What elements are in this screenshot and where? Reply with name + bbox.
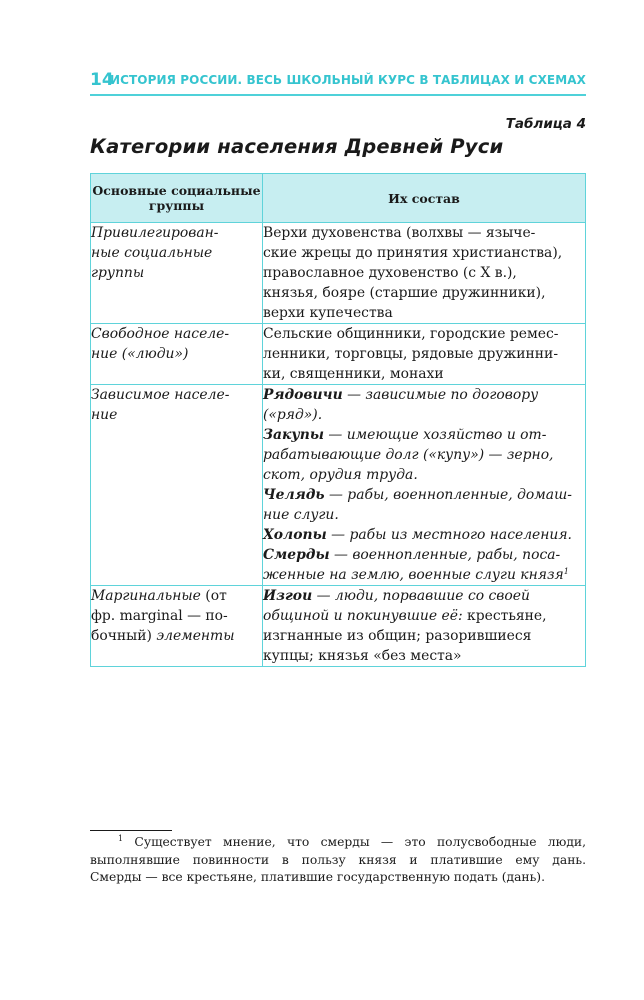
group-line: ние [91, 407, 118, 423]
group-line: бочный) элементы [91, 628, 235, 644]
group-line: Привилегирован- [91, 225, 219, 241]
composition-line: Изгои — люди, порвавшие со своей [263, 588, 530, 604]
term-smerdy: Смерды [263, 547, 330, 563]
group-line: ные социальные [91, 245, 213, 261]
footnote-line: Смерды — все крестьяне, платившие государственную подать (дань). [90, 870, 546, 884]
group-cell [91, 385, 263, 586]
footnote-marker: 1 [118, 834, 124, 843]
composition-cell [263, 324, 586, 385]
composition-line: скот, орудия труда. [263, 467, 418, 483]
composition-line: Смерды — военнопленные, рабы, поса- [263, 547, 561, 563]
group-line: Свободное населе- [91, 326, 230, 342]
term-kholopy: Холопы [263, 527, 327, 543]
footnote-line: $^1$ Существует мнение, что смерды — это полусвободные люди, [118, 834, 586, 849]
composition-line: Рядовичи — зависимые по договору [263, 387, 539, 403]
page-title: Категории населения Древней Руси [90, 135, 504, 158]
population-table [90, 173, 586, 667]
composition-cell [263, 223, 586, 324]
composition-line: рабатывающие долг («купу») — зерно, [263, 447, 554, 463]
table-row [91, 324, 586, 385]
composition-line: изгнанные из общин; разорившиеся [263, 628, 532, 644]
composition-line: Сельские общинники, городские ремес- [263, 326, 559, 342]
composition-line: ки, священники, монахи [263, 366, 444, 382]
running-head [90, 70, 586, 96]
footnote-ref: 1 [563, 567, 569, 576]
term-chelyad: Челядь [263, 487, 325, 503]
footnote [90, 834, 586, 887]
footnote-line: выполнявшие повинности в пользу князя и платившие ему дань. [90, 852, 586, 867]
composition-line: верхи купечества [263, 305, 393, 321]
composition-cell [263, 385, 586, 586]
page-number: 14 [90, 70, 114, 90]
group-cell [91, 324, 263, 385]
group-cell [91, 223, 263, 324]
composition-line: женные на землю, военные слуги князя$^1$ [263, 567, 569, 583]
composition-cell [263, 586, 586, 667]
group-line: группы [91, 265, 145, 281]
group-line: фр. marginal — по- [91, 608, 228, 624]
table-row [91, 385, 586, 586]
table-label: Таблица 4 [505, 116, 586, 132]
composition-line: («ряд»). [263, 407, 323, 423]
book-title: ИСТОРИЯ РОССИИ. ВЕСЬ ШКОЛЬНЫЙ КУРС В ТАБЛИЦАХ И СХЕМАХ [109, 73, 586, 87]
composition-line: ские жрецы до принятия христианства), [263, 245, 563, 261]
table-row [91, 223, 586, 324]
term-zakupy: Закупы [263, 427, 324, 443]
column-header-composition: Их состав [263, 174, 586, 223]
table-row [91, 586, 586, 667]
group-line: ние («люди») [91, 346, 189, 362]
term-izgoi: Изгои [263, 588, 313, 604]
term-ryadovichi: Рядовичи [263, 387, 343, 403]
column-header-groups: Основные социальные группы [91, 174, 263, 223]
composition-line: ние слуги. [263, 507, 339, 523]
composition-line: ленники, торговцы, рядовые дружинни- [263, 346, 559, 362]
table-header-row [91, 174, 586, 223]
composition-line: Верхи духовенства (волхвы — языче- [263, 225, 536, 241]
composition-line: Челядь — рабы, военнопленные, домаш- [263, 487, 572, 503]
group-line: Маргинальные (от [91, 588, 227, 604]
composition-line: купцы; князья «без места» [263, 648, 462, 664]
footnote-rule [90, 830, 172, 831]
group-cell [91, 586, 263, 667]
composition-line: Закупы — имеющие хозяйство и от- [263, 427, 547, 443]
composition-line: Холопы — рабы из местного населения. [263, 527, 572, 543]
composition-line: князья, бояре (старшие дружинники), [263, 285, 546, 301]
group-line: Зависимое населе- [91, 387, 230, 403]
composition-line: православное духовенство (с X в.), [263, 265, 517, 281]
composition-line: общиной и покинувшие её: крестьяне, [263, 608, 547, 624]
